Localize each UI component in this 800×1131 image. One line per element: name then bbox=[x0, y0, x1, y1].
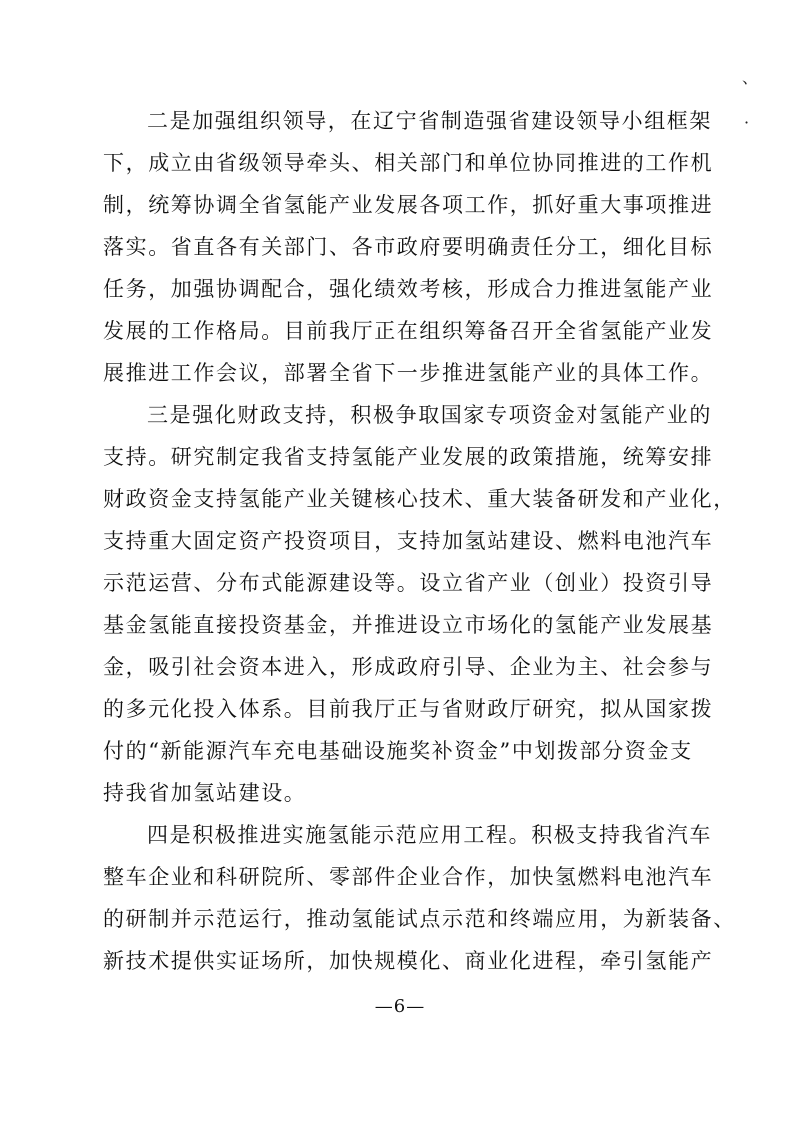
text-line: 四是积极推进实施氢能示范应用工程。积极支持我省汽车 bbox=[147, 823, 712, 847]
text-line: 示范运营、分布式能源建设等。设立省产业（创业）投资引导 bbox=[103, 571, 714, 595]
page-number: —6— bbox=[374, 996, 426, 1017]
text-line: 的研制并示范运行，推动氢能试点示范和终端应用，为新装备、 bbox=[103, 907, 736, 931]
text-line: 付的“新能源汽车充电基础设施奖补资金”中划拨部分资金支 bbox=[103, 739, 693, 763]
text-line: 落实。省直各有关部门、各市政府要明确责任分工，细化目标 bbox=[103, 235, 714, 259]
text-line: 三是强化财政支持，积极争取国家专项资金对氢能产业的 bbox=[147, 403, 712, 427]
text-line: 整车企业和科研院所、零部件企业合作，加快氢燃料电池汽车 bbox=[103, 865, 714, 889]
text-line: 展推进工作会议，部署全省下一步推进氢能产业的具体工作。 bbox=[103, 361, 714, 385]
text-line: 金，吸引社会资本进入，形成政府引导、企业为主、社会参与 bbox=[103, 655, 714, 679]
text-line: 持我省加氢站建设。 bbox=[103, 781, 307, 805]
text-line: 发展的工作格局。目前我厅正在组织筹备召开全省氢能产业发 bbox=[103, 319, 714, 343]
text-line: 任务，加强协调配合，强化绩效考核，形成合力推进氢能产业 bbox=[103, 277, 714, 301]
text-line: 二是加强组织领导，在辽宁省制造强省建设领导小组框架 bbox=[147, 109, 712, 133]
text-line: 支持。研究制定我省支持氢能产业发展的政策措施，统筹安排 bbox=[103, 445, 714, 469]
text-line: 新技术提供实证场所，加快规模化、商业化进程，牵引氢能产 bbox=[103, 949, 714, 973]
text-line: 的多元化投入体系。目前我厅正与省财政厅研究，拟从国家拨 bbox=[103, 697, 714, 721]
text-line: 基金氢能直接投资基金，并推进设立市场化的氢能产业发展基 bbox=[103, 613, 714, 637]
margin-mark: 、 bbox=[742, 68, 759, 87]
margin-mark: · bbox=[744, 113, 750, 132]
text-line: 制，统筹协调全省氢能产业发展各项工作，抓好重大事项推进 bbox=[103, 193, 714, 217]
text-line: 下，成立由省级领导牵头、相关部门和单位协同推进的工作机 bbox=[103, 151, 714, 175]
text-line: 支持重大固定资产投资项目，支持加氢站建设、燃料电池汽车 bbox=[103, 529, 714, 553]
text-line: 财政资金支持氢能产业关键核心技术、重大装备研发和产业化， bbox=[103, 487, 736, 511]
